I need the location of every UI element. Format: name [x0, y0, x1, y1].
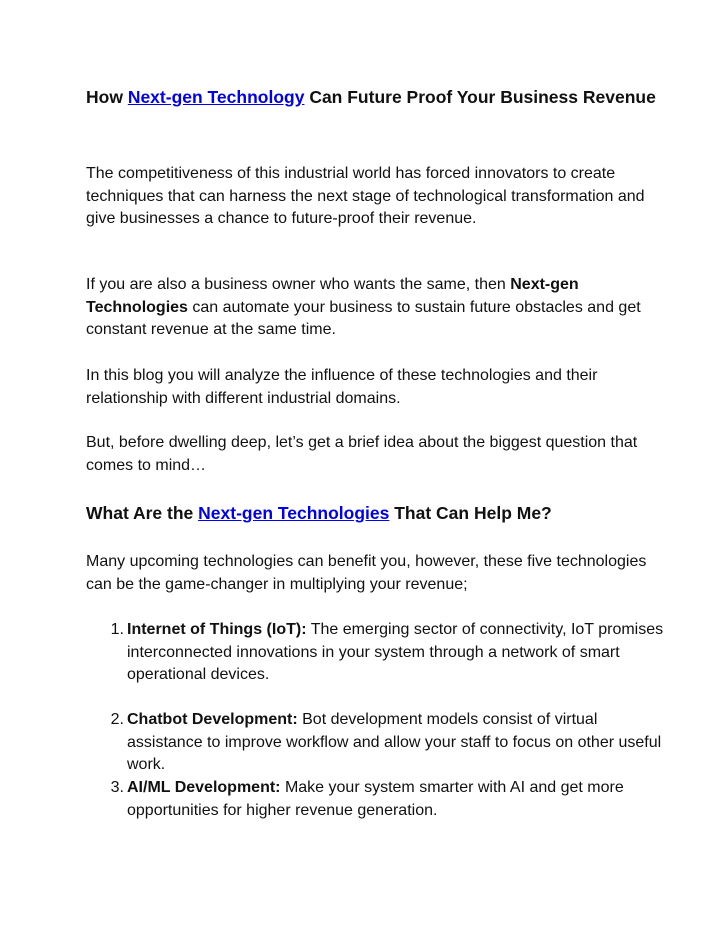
- paragraph-brief-idea: But, before dwelling deep, let’s get a brief idea about the biggest question that comes to mind…: [86, 434, 638, 474]
- list-number: 2.: [110, 711, 124, 728]
- heading-link-next-gen-technologies[interactable]: Next-gen Technologies: [198, 503, 390, 523]
- list-item-title: AI/ML Development:: [127, 779, 281, 796]
- heading-suffix: That Can Help Me?: [389, 503, 552, 523]
- article-title: [86, 85, 656, 109]
- paragraph-text: If you are also a business owner who wants the same, then: [86, 276, 511, 293]
- paragraph-business-owner: [86, 274, 656, 342]
- title-prefix: How: [86, 87, 128, 107]
- title-suffix: Can Future Proof Your Business Revenue: [304, 87, 656, 107]
- paragraph-blog-analysis: In this blog you will analyze the influence of these technologies and their relationship with different industrial domains.: [86, 367, 598, 407]
- paragraph-text: can automate your business to sustain future obstacles and get constant revenue at the same time.: [86, 298, 641, 338]
- title-link-next-gen-technology[interactable]: Next-gen Technology: [127, 87, 305, 107]
- list-number: 3.: [110, 779, 124, 796]
- list-item-title: Internet of Things (IoT):: [127, 621, 307, 638]
- list-item-text: Bot development models consist of virtual assistance to improve workflow and allow your staff to focus on other useful work.: [127, 711, 662, 773]
- list-item-chatbot: [104, 709, 664, 777]
- list-item-title: Chatbot Development:: [127, 711, 298, 728]
- list-item-text: The emerging sector of connectivity, IoT promises interconnected innovations in your system through a network of smart operational devices.: [127, 621, 664, 683]
- paragraph-intro: The competitiveness of this industrial world has forced innovators to create techniques that can harness the next stage of technological transformation and give businesses a chance to future-proof their revenue.: [86, 165, 645, 227]
- bold-next-gen-technologies: Next-gen Technologies: [86, 276, 579, 316]
- section-heading: [86, 501, 656, 525]
- list-item-iot: [104, 619, 664, 687]
- section-intro: Many upcoming technologies can benefit you, however, these five technologies can be the game-changer in multiplying your revenue;: [86, 553, 647, 593]
- list-item-ai-ml: [104, 777, 664, 822]
- heading-prefix: What Are the: [86, 503, 199, 523]
- list-number: 1.: [110, 621, 124, 638]
- list-item-text: Make your system smarter with AI and get more opportunities for higher revenue generation.: [127, 779, 624, 819]
